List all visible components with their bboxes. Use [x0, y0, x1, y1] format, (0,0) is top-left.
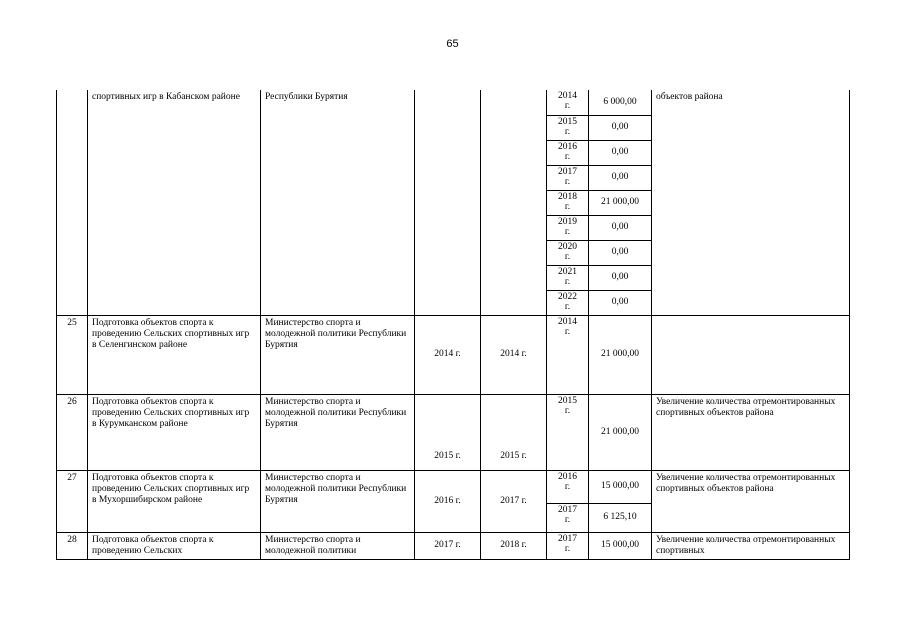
funding-year-cell: 2014 г. — [547, 90, 589, 115]
end-year-cell: 2015 г. — [481, 394, 547, 470]
funding-year-cell: 2016 г. — [547, 140, 589, 165]
expected-result-cell: объектов района — [652, 90, 850, 315]
executor-cell: Министерство спорта и молодежной политики Республики Бурятия — [261, 315, 415, 394]
table-row — [57, 532, 850, 559]
row-number-cell: 27 — [57, 470, 88, 532]
executor-cell: Республики Бурятия — [261, 90, 415, 315]
start-year-cell: 2014 г. — [415, 315, 481, 394]
end-year-cell: 2017 г. — [481, 470, 547, 532]
start-year-cell: 2016 г. — [415, 470, 481, 532]
row-number-cell: 28 — [57, 532, 88, 559]
start-year-cell: 2017 г. — [415, 532, 481, 559]
funding-amount-cell: 21 000,00 — [589, 394, 652, 470]
measure-name-cell: Подготовка объектов спорта к проведению Сельских спортивных игр в Селенгинском районе — [88, 315, 261, 394]
executor-cell: Министерство спорта и молодежной политики Республики Бурятия — [261, 470, 415, 532]
measure-name-cell: Подготовка объектов спорта к проведению Сельских спортивных игр в Курумканском районе — [88, 394, 261, 470]
expected-result-cell — [652, 315, 850, 394]
funding-year-cell: 2017 г. — [547, 165, 589, 190]
row-number-cell — [57, 90, 88, 315]
funding-year-cell: 2017 г. — [547, 532, 589, 559]
measure-name-cell: Подготовка объектов спорта к проведению Сельских спортивных игр в Мухоршибирском районе — [88, 470, 261, 532]
funding-year-cell: 2014 г. — [547, 315, 589, 394]
table-row — [57, 470, 850, 503]
measure-name-cell: Подготовка объектов спорта к проведению Сельских — [88, 532, 261, 559]
end-year-cell: 2018 г. — [481, 532, 547, 559]
funding-amount-cell: 6 125,10 — [589, 503, 652, 532]
program-table — [56, 90, 850, 560]
executor-cell: Министерство спорта и молодежной политики — [261, 532, 415, 559]
expected-result-cell: Увеличение количества отремонтированных спортивных объектов района — [652, 470, 850, 532]
funding-year-cell: 2015 г. — [547, 394, 589, 470]
funding-year-cell: 2019 г. — [547, 215, 589, 240]
funding-amount-cell: 0,00 — [589, 240, 652, 265]
funding-amount-cell: 15 000,00 — [589, 532, 652, 559]
start-year-cell: 2015 г. — [415, 394, 481, 470]
table-row — [57, 315, 850, 394]
funding-amount-cell: 21 000,00 — [589, 190, 652, 215]
table-row — [57, 90, 850, 115]
page-number: 65 — [446, 38, 459, 50]
funding-amount-cell: 0,00 — [589, 140, 652, 165]
executor-cell: Министерство спорта и молодежной политики Республики Бурятия — [261, 394, 415, 470]
funding-year-cell: 2017 г. — [547, 503, 589, 532]
funding-year-cell: 2015 г. — [547, 115, 589, 140]
funding-amount-cell: 0,00 — [589, 265, 652, 290]
funding-year-cell: 2018 г. — [547, 190, 589, 215]
expected-result-cell: Увеличение количества отремонтированных спортивных — [652, 532, 850, 559]
funding-year-cell: 2020 г. — [547, 240, 589, 265]
funding-year-cell: 2022 г. — [547, 290, 589, 315]
funding-amount-cell: 0,00 — [589, 115, 652, 140]
funding-amount-cell: 0,00 — [589, 215, 652, 240]
funding-year-cell: 2021 г. — [547, 265, 589, 290]
end-year-cell: 2014 г. — [481, 315, 547, 394]
funding-year-cell: 2016 г. — [547, 470, 589, 503]
row-number-cell: 26 — [57, 394, 88, 470]
row-number-cell: 25 — [57, 315, 88, 394]
start-year-cell — [415, 90, 481, 315]
funding-amount-cell: 15 000,00 — [589, 470, 652, 503]
funding-amount-cell: 21 000,00 — [589, 315, 652, 394]
funding-amount-cell: 6 000,00 — [589, 90, 652, 115]
end-year-cell — [481, 90, 547, 315]
table-row — [57, 394, 850, 470]
funding-amount-cell: 0,00 — [589, 165, 652, 190]
funding-amount-cell: 0,00 — [589, 290, 652, 315]
measure-name-cell: спортивных игр в Кабанском районе — [88, 90, 261, 315]
expected-result-cell: Увеличение количества отремонтированных спортивных объектов района — [652, 394, 850, 470]
